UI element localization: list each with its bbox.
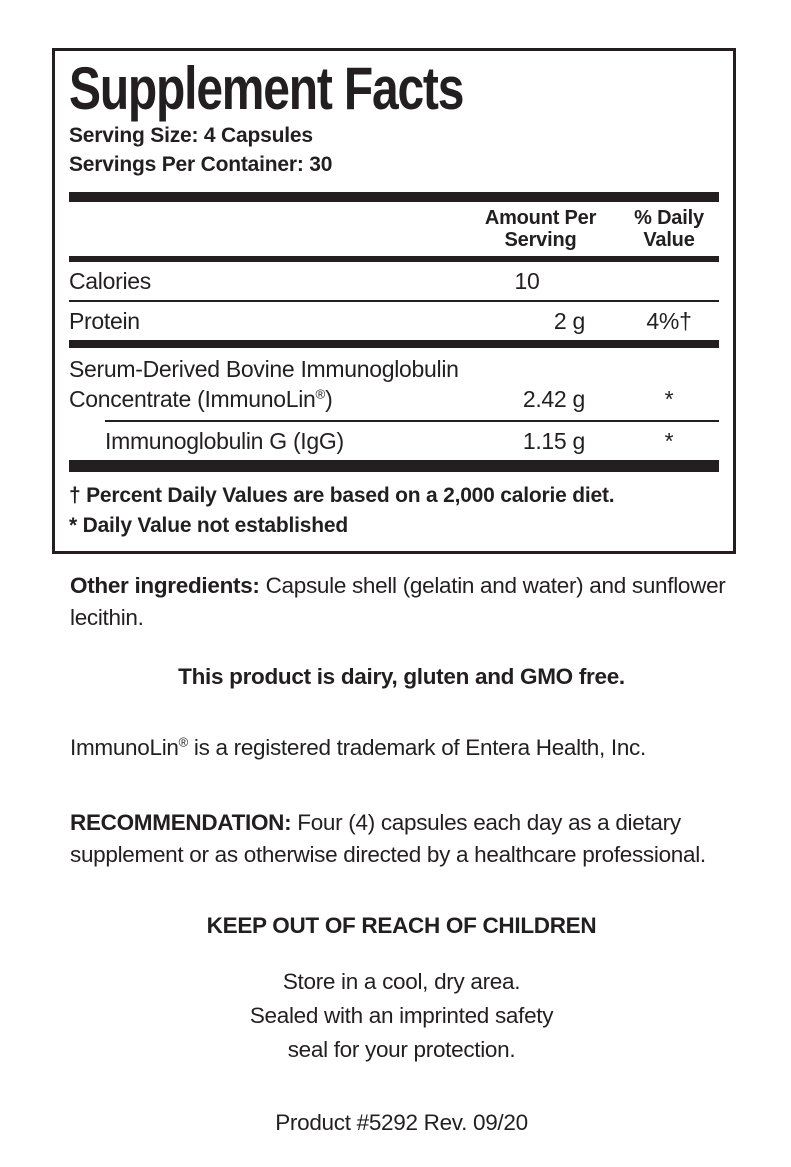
other-ingredients-label: Other ingredients: <box>70 573 260 598</box>
recommendation-label: RECOMMENDATION: <box>70 810 292 835</box>
other-ingredients <box>70 570 733 634</box>
row-amount: 2.42 g <box>522 386 585 412</box>
row-name-line2: Concentrate (ImmunoLin®) <box>69 386 333 412</box>
table-row-serum-concentrate <box>69 348 719 420</box>
other-ingredients-text: Capsule shell (gelatin and water) and sunflower lecithin. <box>70 573 726 630</box>
serving-size: Serving Size: 4 Capsules <box>69 124 313 147</box>
label-page <box>0 48 791 1167</box>
divider-medium <box>69 340 719 348</box>
storage-instructions <box>70 965 733 1067</box>
free-from-claim: This product is dairy, gluten and GMO free. <box>178 664 625 689</box>
registered-trademark-symbol: ® <box>178 734 188 750</box>
trademark-notice: ImmunoLin® is a registered trademark of Entera Health, Inc. <box>70 734 646 760</box>
row-daily-value: * <box>664 427 674 454</box>
row-name: Immunoglobulin G (IgG) <box>105 428 344 454</box>
row-name: Calories <box>69 268 151 294</box>
table-row-calories <box>69 262 719 300</box>
footnote-not-established: * Daily Value not established <box>69 514 348 537</box>
row-name <box>69 354 479 414</box>
row-amount: 2 g <box>553 307 585 334</box>
row-amount: 1.15 g <box>522 427 585 454</box>
divider-thick-top <box>69 192 719 202</box>
footnote-daily-values: † Percent Daily Values are based on a 2,000 calorie diet. <box>69 484 615 507</box>
table-row-protein <box>69 302 719 340</box>
table-row-immunoglobulin-g <box>69 422 719 460</box>
row-name-line1: Serum-Derived Bovine Immunoglobulin <box>69 356 459 382</box>
storage-line: seal for your protection. <box>287 1036 516 1062</box>
row-amount: 10 <box>514 267 540 294</box>
column-header-amount-per-serving: Amount Per Serving <box>484 207 597 251</box>
column-header-percent-daily-value: % Daily Value <box>634 207 704 251</box>
panel-title: Supplement Facts <box>69 55 464 122</box>
supplement-facts-panel <box>52 48 736 554</box>
divider-thick-bottom <box>69 460 719 472</box>
recommendation <box>70 807 733 871</box>
footnotes <box>69 472 719 541</box>
recommendation-text: Four (4) capsules each day as a dietary supplement or as otherwise directed by a healthcare professional. <box>70 810 706 867</box>
product-code: Product #5292 Rev. 09/20 <box>275 1109 528 1135</box>
table-header-row <box>69 202 719 256</box>
row-daily-value: * <box>664 386 674 412</box>
label-body <box>70 570 733 1139</box>
servings-per-container: Servings Per Container: 30 <box>69 153 333 176</box>
registered-trademark-symbol: ® <box>315 386 326 402</box>
row-name: Protein <box>69 308 140 334</box>
row-daily-value: 4%† <box>646 307 692 334</box>
storage-line: Sealed with an imprinted safety <box>249 1002 554 1028</box>
storage-line: Store in a cool, dry area. <box>282 968 521 994</box>
keep-out-warning: KEEP OUT OF REACH OF CHILDREN <box>206 913 597 938</box>
